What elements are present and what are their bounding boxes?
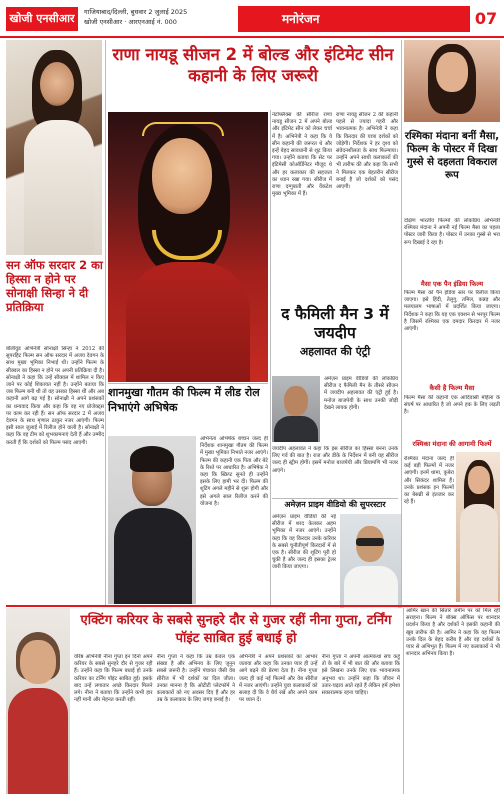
rashmika-subhead-2: कैसी है फिल्म मैसा: [429, 384, 475, 392]
section-banner: [238, 6, 470, 32]
photo-face: [152, 138, 212, 214]
photo-outfit: [460, 504, 498, 602]
page-header: [0, 0, 504, 38]
amazon-article-body: अमेज़न प्राइम वीडियो की नई सीरीज में शरद केलकर अहम भूमिका में नजर आएंगे। उन्होंने कहा कि यह किरदार उनके करियर के सबसे चुनौतीपूर्ण किरदारों में से एक है। सीरीज की शूटिंग पूरी हो चुकी है और जल्द ही इसका ट्रेलर जारी किया जाएगा।: [272, 514, 336, 571]
section-title: मनोरंजन: [282, 12, 320, 26]
sharad-kelkar-photo: [340, 514, 402, 608]
neena-article-col-3: अभिनेत्री ने अपने प्रशंसकों का आभार जताया और कहा कि उनका प्यार ही उन्हें आगे बढ़ने की प्रेरणा देता है। नीना गुप्ता जल्द ही कई नई फिल्मों और वेब सीरीज में नजर आएंगी। उन्होंने युवा कलाकारों को सलाह दी कि वे धैर्य रखें और अपने काम पर ध्यान दें।: [239, 654, 318, 704]
column-divider: [270, 110, 271, 605]
neena-gupta-article: [74, 654, 400, 794]
abhishek-bachchan-photo: [108, 436, 196, 604]
edition-date: गाजियाबाद/दिल्ली, बुधवार 2 जुलाई 2025: [84, 8, 188, 16]
family-man-caption: अमेज़न प्राइम वीडियो की लोकप्रिय सीरीज द फैमिली मैन के तीसरे सीजन में जयदीप अहलावत की एंट्री हुई है। मनोज बाजपेयी के साथ उनकी जोड़ी देखने लायक होगी।: [324, 376, 398, 411]
rashmika-article-body-2: फिल्म मैसा को पैन इंडिया स्तर पर रिलीज किया जाएगा। इसे हिंदी, तेलुगु, तमिल, कन्नड़ और मलयालम भाषाओं में प्रदर्शित किया जाएगा। निर्देशक ने कहा कि यह एक एक्शन से भरपूर फिल्म है जिसमें रश्मिका एक दमदार किरदार में नजर आएंगी।: [404, 290, 500, 333]
photo-outfit: [274, 416, 318, 442]
rashmika-article-body: दक्षिण भारतीय फिल्मों की लोकप्रिय अभिनेत्री रश्मिका मंदाना ने अपनी नई फिल्म मैसा का पहला पोस्टर जारी किया है। पोस्टर में उनका गुस्से से भरा रूप दिखाई दे रहा है।: [404, 218, 500, 246]
family-man-subheadline: अहलावत की एंट्री: [299, 345, 371, 358]
rana-naidu-headline: राणा नायडू सीजन 2 में बोल्ड और इंटिमेट सीन कहानी के लिए जरूरी: [112, 45, 394, 85]
date-line: [84, 7, 234, 27]
photo-outfit: [126, 262, 250, 382]
header-rule: [0, 36, 504, 38]
photo-face: [40, 62, 74, 106]
sunglasses: [356, 538, 384, 546]
amazon-headline: अमेज़न प्राइम वीडियो की सुपरस्टार: [284, 500, 386, 509]
maang-tikka-jewel: [142, 122, 224, 136]
column-divider: [105, 40, 106, 605]
abhishek-headline: शानमुखा गौतम की फिल्म में लीड रोल निभाएंगे अभिषेक: [108, 386, 260, 414]
newspaper-logo: खोजी एनसीआर: [6, 7, 78, 31]
family-man-article-body: जयदीप अहलावत ने कहा कि इस सीरीज का हिस्सा बनना उनके लिए गर्व की बात है। राज और डीके के निर्देशन में बनी यह सीरीज जल्द ही स्ट्रीम होगी। इसमें मनोज बाजपेयी और प्रियामणि भी नजर आएंगे।: [272, 446, 398, 474]
page-number: 07: [474, 9, 498, 28]
sonakshi-photo: [6, 40, 102, 255]
rashmika-subhead-1: मैसा एक पैन इंडिया फिल्म: [420, 280, 484, 288]
bottom-section-rule: [6, 605, 500, 607]
rashmika-photo-2: [456, 452, 500, 602]
rashmika-article-body-3: फिल्म मैसा की कहानी एक आदिवासी महिला के संघर्ष पर आधारित है जो अपने हक के लिए लड़ती है।: [404, 395, 500, 416]
family-man-headline: द फैमिली मैन 3 में जयदीप: [281, 305, 389, 342]
neena-gupta-headline: एक्टिंग करियर के सबसे सुनहरे दौर से गुजर रहीं नीना गुप्ता, टर्निंग पॉइंट साबित हुई बधाई हो: [80, 613, 392, 646]
abhishek-article-body: अभिनेता अभिषेक बच्चन जल्द ही निर्देशक शानमुखा गौतम की फिल्म में मुख्य भूमिका निभाते नजर आएंगे। फिल्म की कहानी एक पिता और बेटे के रिश्ते पर आधारित है। अभिषेक ने कहा कि स्क्रिप्ट सुनते ही उन्होंने इसके लिए हामी भर दी। फिल्म की शूटिंग अगले महीने से शुरू होगी और इसे अगले साल रिलीज करने की योजना है।: [200, 436, 268, 507]
neena-article-col-1: वरिष्ठ अभिनेत्री नीना गुप्ता इन दिनों अपने करियर के सबसे सुनहरे दौर से गुजर रही हैं। उन्होंने कहा कि फिल्म बधाई हो उनके करियर का टर्निंग पॉइंट साबित हुई। इसके बाद उन्हें लगातार अच्छे किरदार मिलने लगे। नीना ने बताया कि उन्होंने कभी हार नहीं मानी और मेहनत करती रहीं।: [74, 654, 153, 704]
photo-face: [436, 52, 468, 92]
photo-outfit: [8, 688, 68, 794]
photo-outfit: [344, 566, 398, 608]
actress-bridal-photo: [108, 112, 268, 382]
neena-gupta-photo: [6, 608, 70, 794]
story-divider: [108, 383, 268, 384]
column-divider: [401, 40, 402, 605]
sonakshi-headline: सन ऑफ सरदार 2 का हिस्सा न होने पर सोनाक्षी सिन्हा ने दी प्रतिक्रिया: [6, 258, 103, 314]
column-divider: [403, 608, 404, 794]
story-divider: [272, 498, 398, 499]
edition-meta: खोजी एनसीआर · आरएनआई नं. 000: [84, 18, 177, 26]
photo-face: [284, 386, 308, 416]
rashmika-article-body-4: रश्मिका मंदाना जल्द ही कई बड़ी फिल्मों में नजर आएंगी। इनमें थामा, कुबेरा और सिकंदर शामिल हैं। उनके प्रशंसक इन फिल्मों का बेसब्री से इंतजार कर रहे हैं।: [404, 456, 454, 506]
neena-article-col-2: नीना गुप्ता ने कहा कि उम्र केवल एक संख्या है और अभिनय के लिए जुनून सबसे जरूरी है। उन्होंने पंचायत जैसी वेब सीरीज में भी दर्शकों का दिल जीता। उनका मानना है कि ओटीटी प्लेटफॉर्म ने कलाकारों को नए अवसर दिए हैं और हर उम्र के कलाकार के लिए जगह बनाई है।: [156, 654, 235, 704]
photo-outfit: [24, 120, 94, 255]
sidebar-brief: आमिर खान की सितारे जमीन पर को मिल रही सराहना। फिल्म ने बॉक्स ऑफिस पर शानदार प्रदर्शन किया है और दर्शकों ने इसकी कहानी की खूब तारीफ की है। आमिर ने कहा कि यह फिल्म उनके दिल के बेहद करीब है और वह दर्शकों के प्यार से अभिभूत हैं। फिल्म में नए कलाकारों ने भी शानदार अभिनय किया है।: [406, 608, 500, 658]
neena-article-col-4: नीना गुप्ता ने अपनी आत्मकथा सच कहूं तो के बारे में भी बात की और बताया कि इसे लिखना उनके लिए एक भावनात्मक अनुभव था। उन्होंने कहा कि जीवन में उतार-चढ़ाव आते रहते हैं लेकिन हमें हमेशा सकारात्मक रहना चाहिए।: [321, 654, 400, 697]
manoj-bajpayee-photo: [272, 376, 320, 442]
rashmika-headline: रश्मिका मंदाना बनीं मैसा, फिल्म के पोस्टर में दिखा गुस्से से दहलता विकराल रूप: [404, 131, 500, 181]
rashmika-subhead-3: रश्मिका मंदाना की आगामी फिल्में: [412, 440, 492, 448]
rana-article-col-a: नेटफ्लिक्स की सीरीज राणा नायडू सीजन 2 में अपने बोल्ड और इंटिमेट सीन को लेकर चर्चा में है। अभिनेत्री ने कहा कि ये सीन कहानी की जरूरत थे और इन्हें बेहद सावधानी से शूट किया गया। उन्होंने बताया कि सेट पर इंटिमेसी कोऑर्डिनेटर मौजूद थे और हर कलाकार की सहजता का ध्यान रखा गया। सीरीज में राणा दग्गुबाती और वेंकटेश मुख्य भूमिका में हैं।: [272, 112, 332, 198]
rashmika-photo: [404, 40, 500, 122]
photo-face: [468, 466, 490, 494]
photo-outfit: [114, 508, 192, 604]
rana-article-col-b: राणा नायडू सीजन 2 की कहानी पहले से ज्यादा गहरी और भावनात्मक है। अभिनेत्री ने कहा कि किरदार की यात्रा दर्शकों को जोड़ेगी। निर्देशक ने हर दृश्य को संवेदनशीलता के साथ फिल्माया। उन्होंने अपने साथी कलाकारों की भी तारीफ की और कहा कि सभी ने मिलकर एक बेहतरीन सीरीज बनाई है जो दर्शकों को पसंद आएगी।: [336, 112, 398, 191]
sonakshi-article-body: बॉलीवुड अभिनेत्री सोनाक्षी सिन्हा ने 2012 की सुपरहिट फिल्म सन ऑफ सरदार में अजय देवगन के साथ मुख्य भूमिका निभाई थी। उन्होंने फिल्म के सीक्वल का हिस्सा न होने पर अपनी प्रतिक्रिया दी है। सोनाक्षी ने कहा कि उन्हें सीक्वल में शामिल न किए जाने पर कोई शिकायत नहीं है। उन्होंने बताया कि जब फिल्म बनी थी तो वह उसका हिस्सा थीं और अब कहानी आगे बढ़ गई है। सोनाक्षी ने अपने प्रशंसकों का धन्यवाद किया और कहा कि वह नए प्रोजेक्ट्स पर काम कर रही हैं। सन ऑफ सरदार 2 में अजय देवगन के साथ मृणाल ठाकुर नजर आएंगी। फिल्म इसी साल जुलाई में रिलीज होने वाली है। सोनाक्षी ने कहा कि वह टीम को शुभकामनाएं देती हैं और उम्मीद करती हैं कि दर्शकों को फिल्म पसंद आएगी।: [6, 346, 104, 446]
photo-hair: [130, 446, 174, 472]
photo-face: [20, 640, 56, 684]
